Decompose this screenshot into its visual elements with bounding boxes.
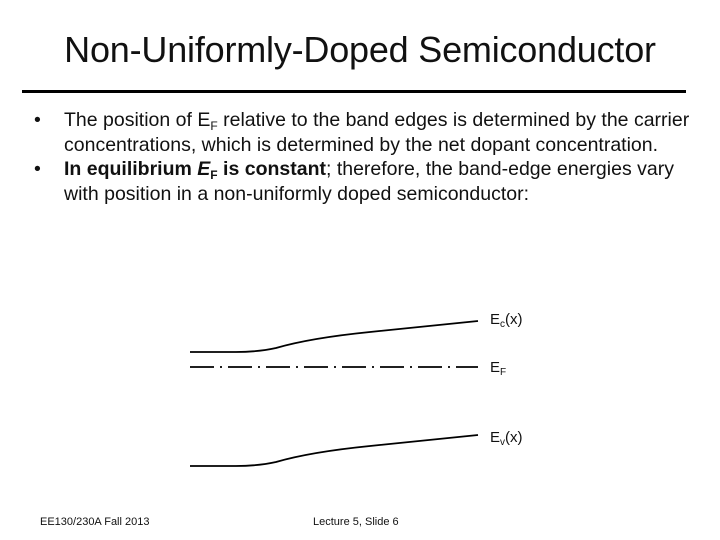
- slide-title: Non-Uniformly-Doped Semiconductor: [64, 29, 656, 70]
- footer-course: EE130/230A Fall 2013: [40, 516, 150, 528]
- bullet-2-bold-b: is constant: [217, 158, 326, 180]
- bullet-2-text-rest: ; therefore, the band-edge energies vary with position in a non-uniformly doped semiconductor:: [64, 158, 674, 205]
- bullet-1-subscript: F: [210, 119, 218, 133]
- ec-label: $E_c(x)$: [490, 311, 523, 330]
- conduction-band-edge-curve: [190, 321, 478, 352]
- bullet-marker: •: [34, 158, 41, 180]
- bullet-2-bold-a: In equilibrium: [64, 158, 198, 180]
- ev-label: $E_v(x)$: [490, 429, 523, 448]
- bullet-marker: •: [34, 109, 41, 131]
- bullet-2-subscript: F: [210, 168, 218, 182]
- valence-band-edge-curve: [190, 435, 478, 466]
- footer-slide-number: Lecture 5, Slide 6: [313, 516, 399, 528]
- bullet-1-text-b: relative to the band edges is determined by the carrier concentrations, which is determined by the net dopant concentration.: [64, 109, 690, 156]
- ef-label: $E_F$: [490, 359, 507, 378]
- bullet-1-text-a: The position of E: [64, 109, 211, 131]
- bullet-2-bold-italic: E: [197, 158, 211, 180]
